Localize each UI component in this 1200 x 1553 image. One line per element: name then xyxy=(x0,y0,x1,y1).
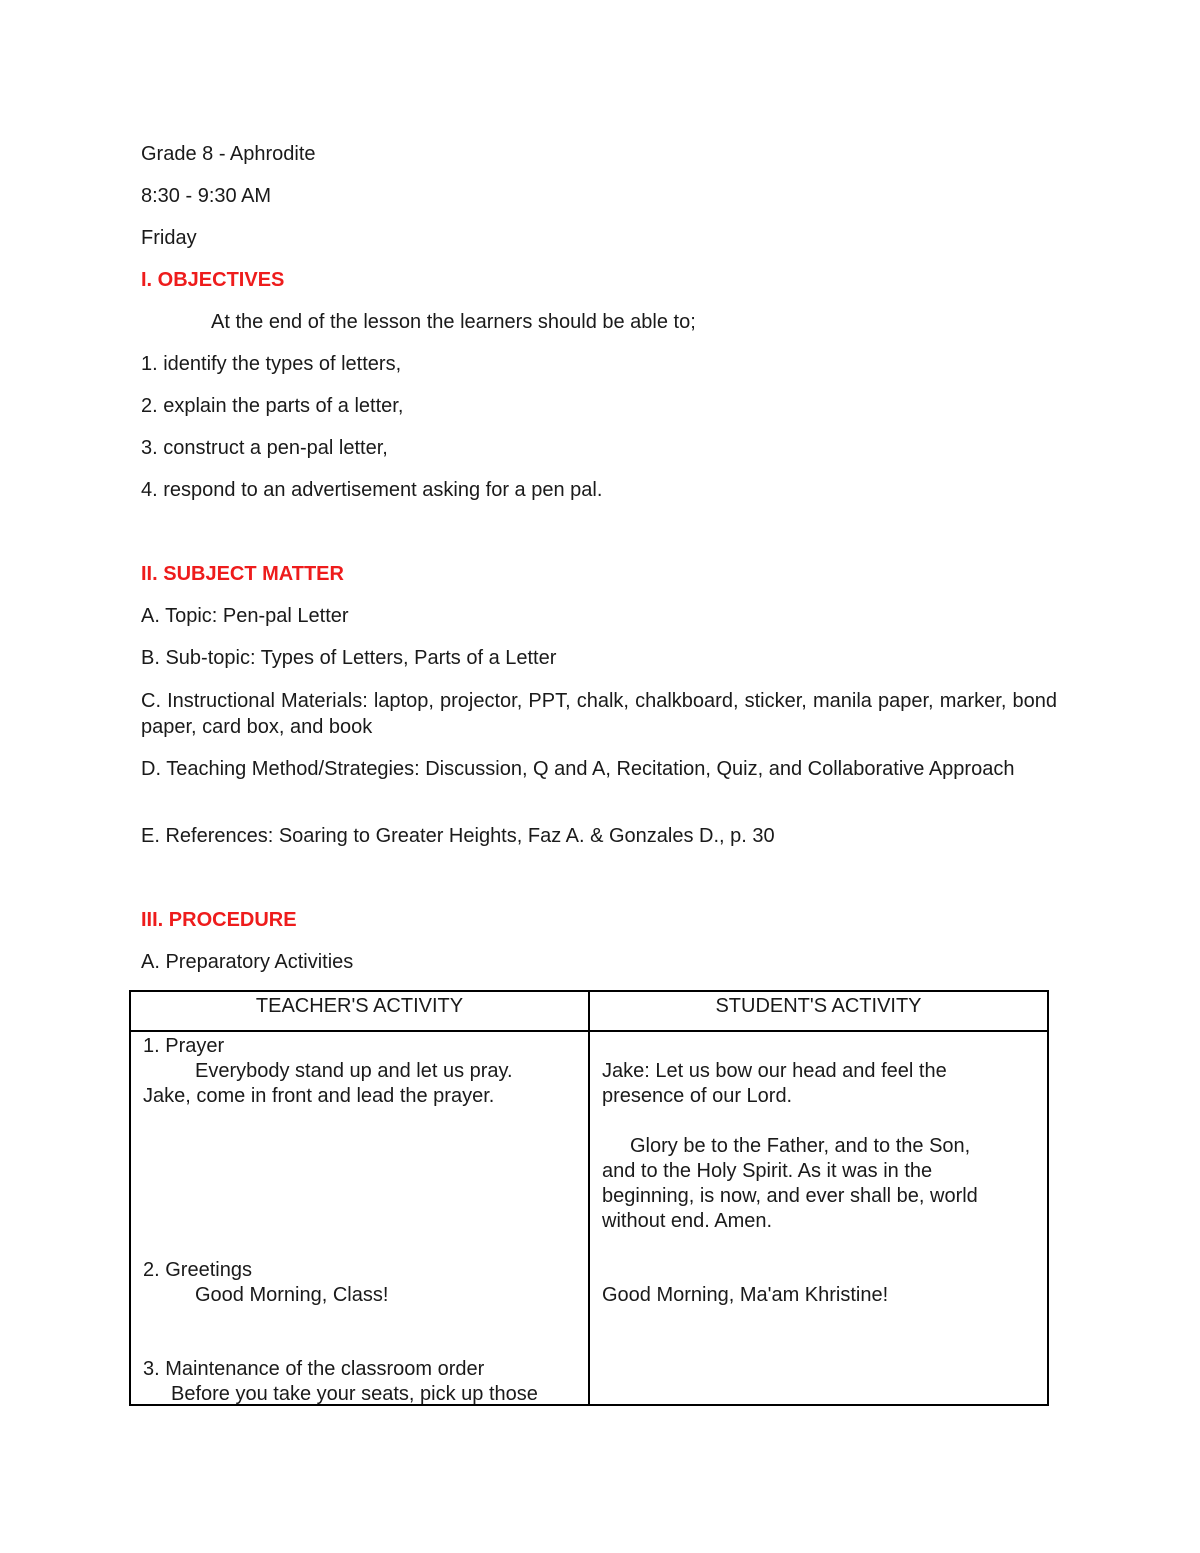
subject-matter-heading: II. SUBJECT MATTER xyxy=(141,563,344,585)
student-activity-header: STUDENT'S ACTIVITY xyxy=(589,991,1048,1031)
references: E. References: Soaring to Greater Heights, Faz A. & Gonzales D., p. 30 xyxy=(141,825,775,847)
table-row xyxy=(130,1031,1048,1405)
subject-topic: A. Topic: Pen-pal Letter xyxy=(141,605,349,627)
class-time: 8:30 - 9:30 AM xyxy=(141,185,272,207)
objectives-intro: At the end of the lesson the learners should be able to; xyxy=(211,311,696,333)
prayer-title: 1. Prayer xyxy=(143,1035,225,1057)
greetings-title: 2. Greetings xyxy=(143,1259,252,1281)
student-greeting-reply: Good Morning, Ma'am Khristine! xyxy=(602,1284,889,1306)
maintenance-title: 3. Maintenance of the classroom order xyxy=(143,1358,485,1380)
preparatory-activities-heading: A. Preparatory Activities xyxy=(141,951,354,973)
student-prayer-line: Jake: Let us bow our head and feel the xyxy=(602,1060,947,1082)
objective-item: 2. explain the parts of a letter, xyxy=(141,395,404,417)
procedure-heading: III. PROCEDURE xyxy=(141,909,297,931)
maintenance-instruction: Before you take your seats, pick up those xyxy=(171,1383,538,1404)
student-activity-cell xyxy=(589,1031,1048,1405)
instructional-materials: C. Instructional Materials: laptop, projector, PPT, chalk, chalkboard, sticker, manila paper, marker, bond paper, card box, and book xyxy=(141,690,1057,738)
objective-item: 1. identify the types of letters, xyxy=(141,353,402,375)
objectives-heading: I. OBJECTIVES xyxy=(141,269,285,291)
grade-section-label: Grade 8 - Aphrodite xyxy=(141,143,316,165)
prayer-leader-instruction: Jake, come in front and lead the prayer. xyxy=(143,1085,495,1107)
teacher-activity-cell xyxy=(130,1031,589,1405)
glory-be-line: beginning, is now, and ever shall be, world xyxy=(602,1185,978,1207)
glory-be-line: without end. Amen. xyxy=(602,1210,773,1232)
teacher-activity-header: TEACHER'S ACTIVITY xyxy=(130,991,589,1031)
prayer-instruction: Everybody stand up and let us pray. xyxy=(195,1060,513,1082)
teacher-greeting: Good Morning, Class! xyxy=(195,1284,389,1306)
glory-be-line: and to the Holy Spirit. As it was in the xyxy=(602,1160,933,1182)
objective-item: 4. respond to an advertisement asking for a pen pal. xyxy=(141,479,603,501)
activities-table xyxy=(129,990,1049,1406)
objective-item: 3. construct a pen-pal letter, xyxy=(141,437,388,459)
student-prayer-line: presence of our Lord. xyxy=(602,1085,793,1107)
teaching-methods: D. Teaching Method/Strategies: Discussion, Q and A, Recitation, Quiz, and Collaborative Approach xyxy=(141,758,1015,780)
subject-subtopic: B. Sub-topic: Types of Letters, Parts of a Letter xyxy=(141,647,557,669)
class-day: Friday xyxy=(141,227,197,249)
table-header-row xyxy=(130,991,1048,1031)
glory-be-line: Glory be to the Father, and to the Son, xyxy=(630,1135,971,1157)
